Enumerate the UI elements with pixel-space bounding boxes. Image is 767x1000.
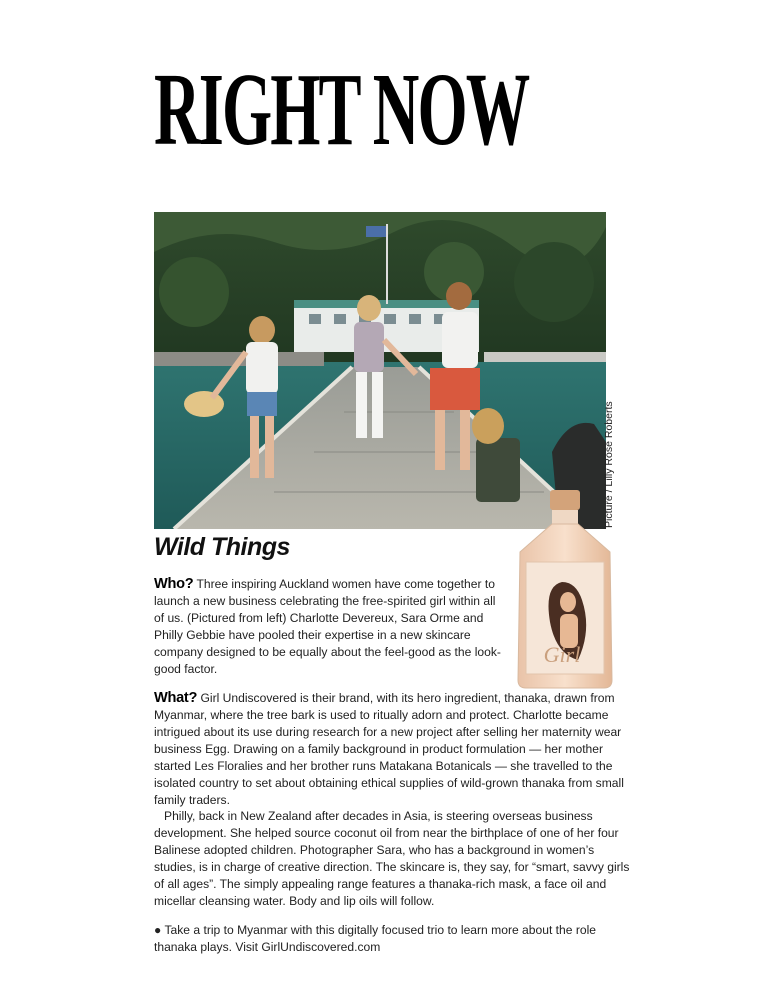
bottle-label: Girl [543, 642, 581, 667]
photo-credit: Picture / Lilly Rose Roberts [603, 401, 615, 528]
bullet-icon: ● [154, 923, 162, 937]
who-body: Three inspiring Auckland women have come together to launch a new business celebrating the free-spirited girl within all of us. (Pictured from left) Charlotte Devereux, Sara Orme and Philly Gebbie have pooled their expertise in a new skincare company designed to be equally about the feel-good as the look-good factor. [154, 577, 501, 676]
masthead-title: RIGHT NOW [154, 52, 529, 167]
feature-photo [154, 212, 606, 529]
product-bottle-image [512, 490, 618, 690]
who-paragraph [154, 576, 506, 678]
what-lead: What? [154, 690, 198, 706]
article-headline: Wild Things [154, 533, 290, 561]
who-lead: Who? [154, 576, 194, 592]
what-paragraph [154, 690, 634, 809]
tip-paragraph [154, 922, 634, 956]
tip-body: Take a trip to Myanmar with this digitally focused trio to learn more about the role thanaka plays. Visit GirlUndiscovered.com [154, 923, 597, 954]
what-body: Girl Undiscovered is their brand, with its hero ingredient, thanaka, drawn from Myanmar, where the tree bark is used to ritually adorn and protect. Charlotte became intrigued about its use during research for a new project after selling her maternity wear business Egg. Drawing on a family background in product formulation — her mother started Les Floralies and her brother runs Matakana Botanicals — she travelled to the isolated country to set about obtaining ethical supplies of wild-grown thanaka from small family traders. [154, 691, 624, 807]
philly-paragraph: Philly, back in New Zealand after decades in Asia, is steering overseas business development. She helped source coconut oil from near the birthplace of one of her four Balinese adopted children. Photographer Sara, who has a background in women’s studies, is in charge of creative direction. The skincare is, they say, for “smart, savvy girls of all ages”. The simply appealing range features a thanaka-rich mask, a face oil and micellar cleansing water. Body and lip oils will follow. [154, 809, 630, 908]
